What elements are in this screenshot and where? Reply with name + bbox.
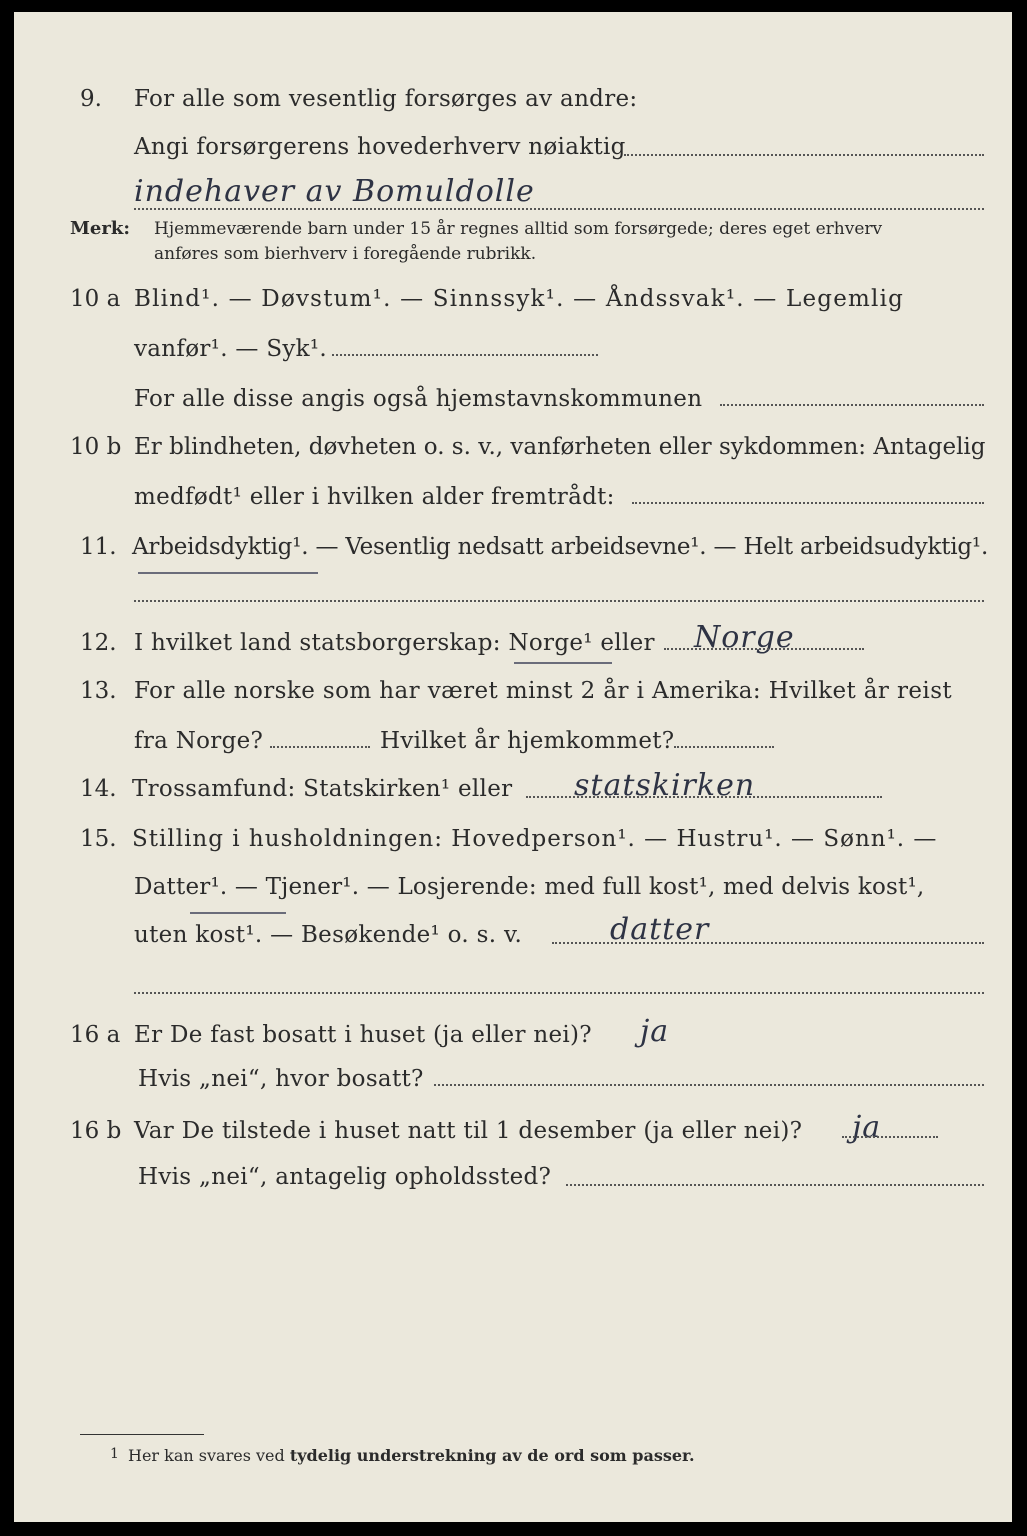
- q10b-line1: Er blindheten, døvheten o. s. v., vanførheten eller sykdommen: Antagelig: [134, 434, 986, 460]
- merk-label: Merk:: [70, 218, 130, 239]
- q10b-line2: medfødt¹ eller i hvilken alder fremtrådt:: [134, 484, 615, 510]
- q11-answer-line: [134, 600, 984, 602]
- q11-line1: Arbeidsdyktig¹. — Vesentlig nedsatt arbeidsevne¹. — Helt arbeidsudyktig¹.: [132, 534, 989, 560]
- q15-dotted-line: [552, 942, 984, 944]
- q10b-dotted-line: [632, 502, 984, 504]
- q10a-dotted-line-2: [720, 404, 984, 406]
- q10a-line3: For alle disse angis også hjemstavnskommunen: [134, 386, 703, 412]
- footnote-marker: 1: [110, 1446, 119, 1462]
- q9-number: 9.: [80, 86, 102, 112]
- q16b-handwritten-answer: ja: [852, 1110, 882, 1145]
- census-form-page: [14, 12, 1012, 1522]
- q12-number: 12.: [80, 630, 117, 656]
- q15-answer-line: [134, 992, 984, 994]
- footnote-text: [128, 1446, 695, 1465]
- q13-number: 13.: [80, 678, 117, 704]
- q11-number: 11.: [80, 534, 117, 560]
- q14-dotted-line: [526, 796, 882, 798]
- q12-handwritten-underline: [514, 662, 612, 664]
- q15-handwritten-underline: [190, 912, 286, 914]
- q9-answer-line: [134, 208, 984, 210]
- footnote-plain-text: Her kan svares ved: [128, 1446, 285, 1465]
- q16b-dotted-line-2: [566, 1184, 984, 1186]
- q15-number: 15.: [80, 826, 117, 852]
- q16b-line1: Var De tilstede i huset natt til 1 desember (ja eller nei)?: [134, 1118, 803, 1144]
- q16b-dotted-line-1: [842, 1136, 938, 1138]
- q12-line1: I hvilket land statsborgerskap: Norge¹ eller: [134, 630, 655, 656]
- q14-line1: Trossamfund: Statskirken¹ eller: [132, 776, 513, 802]
- q16a-dotted-line: [434, 1084, 984, 1086]
- q13-dotted-line-1: [270, 746, 370, 748]
- footnote-separator: [80, 1434, 204, 1435]
- q15-handwritten-answer: datter: [610, 912, 710, 947]
- q16a-number: 16 a: [70, 1022, 121, 1048]
- merk-line2: anføres som bierhverv i foregående rubrikk.: [154, 244, 537, 264]
- q10b-number: 10 b: [70, 434, 122, 460]
- q16b-line2: Hvis „nei“, antagelig opholdssted?: [138, 1164, 552, 1190]
- q16a-line2: Hvis „nei“, hvor bosatt?: [138, 1066, 424, 1092]
- q13-line2a: fra Norge?: [134, 728, 264, 754]
- q10a-line1: Blind¹. — Døvstum¹. — Sinnssyk¹. — Åndssvak¹. — Legemlig: [134, 286, 905, 312]
- q14-number: 14.: [80, 776, 117, 802]
- q9-dotted-line: [624, 154, 984, 156]
- q13-dotted-line-2: [674, 746, 774, 748]
- q11-handwritten-underline: [138, 572, 318, 574]
- q15-line3: uten kost¹. — Besøkende¹ o. s. v.: [134, 922, 523, 948]
- q9-handwritten-answer: indehaver av Bomuldolle: [134, 174, 535, 209]
- q10a-number: 10 a: [70, 286, 121, 312]
- q15-line1: Stilling i husholdningen: Hovedperson¹. — Hustru¹. — Sønn¹. —: [132, 826, 938, 852]
- q16b-number: 16 b: [70, 1118, 122, 1144]
- q15-line2: Datter¹. — Tjener¹. — Losjerende: med full kost¹, med delvis kost¹,: [134, 874, 925, 900]
- q9-line2: Angi forsørgerens hovederhverv nøiaktig: [134, 134, 626, 160]
- q10a-dotted-line-1: [332, 354, 598, 356]
- q13-line1: For alle norske som har været minst 2 år i Amerika: Hvilket år reist: [134, 678, 953, 704]
- q12-handwritten-answer: Norge: [694, 620, 795, 655]
- footnote-bold-text: tydelig understrekning av de ord som passer.: [289, 1446, 695, 1465]
- q10a-line2: vanfør¹. — Syk¹.: [134, 336, 328, 362]
- q13-line2b: Hvilket år hjemkommet?: [380, 728, 675, 754]
- q12-dotted-line: [664, 648, 864, 650]
- merk-line1: Hjemmeværende barn under 15 år regnes alltid som forsørgede; deres eget erhverv: [154, 219, 883, 239]
- q16a-handwritten-answer: ja: [640, 1014, 670, 1049]
- q16a-line1: Er De fast bosatt i huset (ja eller nei)?: [134, 1022, 592, 1048]
- q9-line1: For alle som vesentlig forsørges av andre:: [134, 86, 638, 112]
- q14-handwritten-answer: statskirken: [574, 768, 756, 803]
